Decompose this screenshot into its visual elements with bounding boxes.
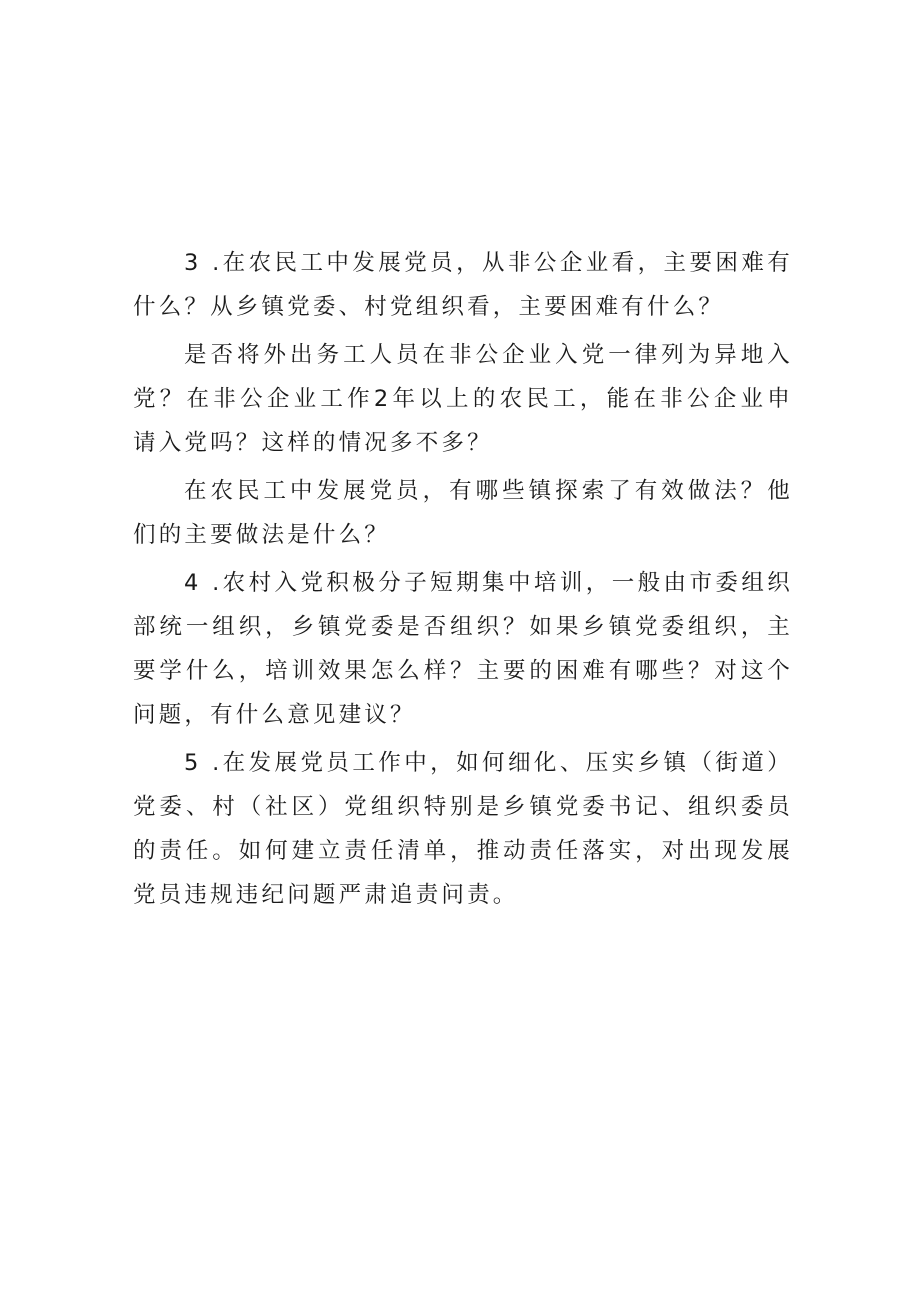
document-body — [133, 241, 793, 921]
paragraph-question-4: 4 .农村入党积极分子短期集中培训，一般由市委组织部统一组织，乡镇党委是否组织？如果乡镇党委组织，主要学什么，培训效果怎么样？主要的困难有哪些？对这个问题，有什么意见建议？ — [133, 570, 793, 728]
paragraph-remote-membership: 是否将外出务工人员在非公企业入党一律列为异地入党？在非公企业工作2年以上的农民工，能在非公企业申请入党吗？这样的情况多不多？ — [133, 342, 793, 456]
paragraph-effective-practices: 在农民工中发展党员，有哪些镇探索了有效做法？他们的主要做法是什么？ — [133, 478, 793, 548]
paragraph-question-3: 3 .在农民工中发展党员，从非公企业看，主要困难有什么？从乡镇党委、村党组织看，主要困难有什么？ — [133, 250, 793, 320]
paragraph-question-5: 5 .在发展党员工作中，如何细化、压实乡镇（街道）党委、村（社区）党组织特别是乡镇党委书记、组织委员的责任。如何建立责任清单，推动责任落实，对出现发展党员违规违纪问题严肃追责问责。 — [133, 750, 793, 908]
